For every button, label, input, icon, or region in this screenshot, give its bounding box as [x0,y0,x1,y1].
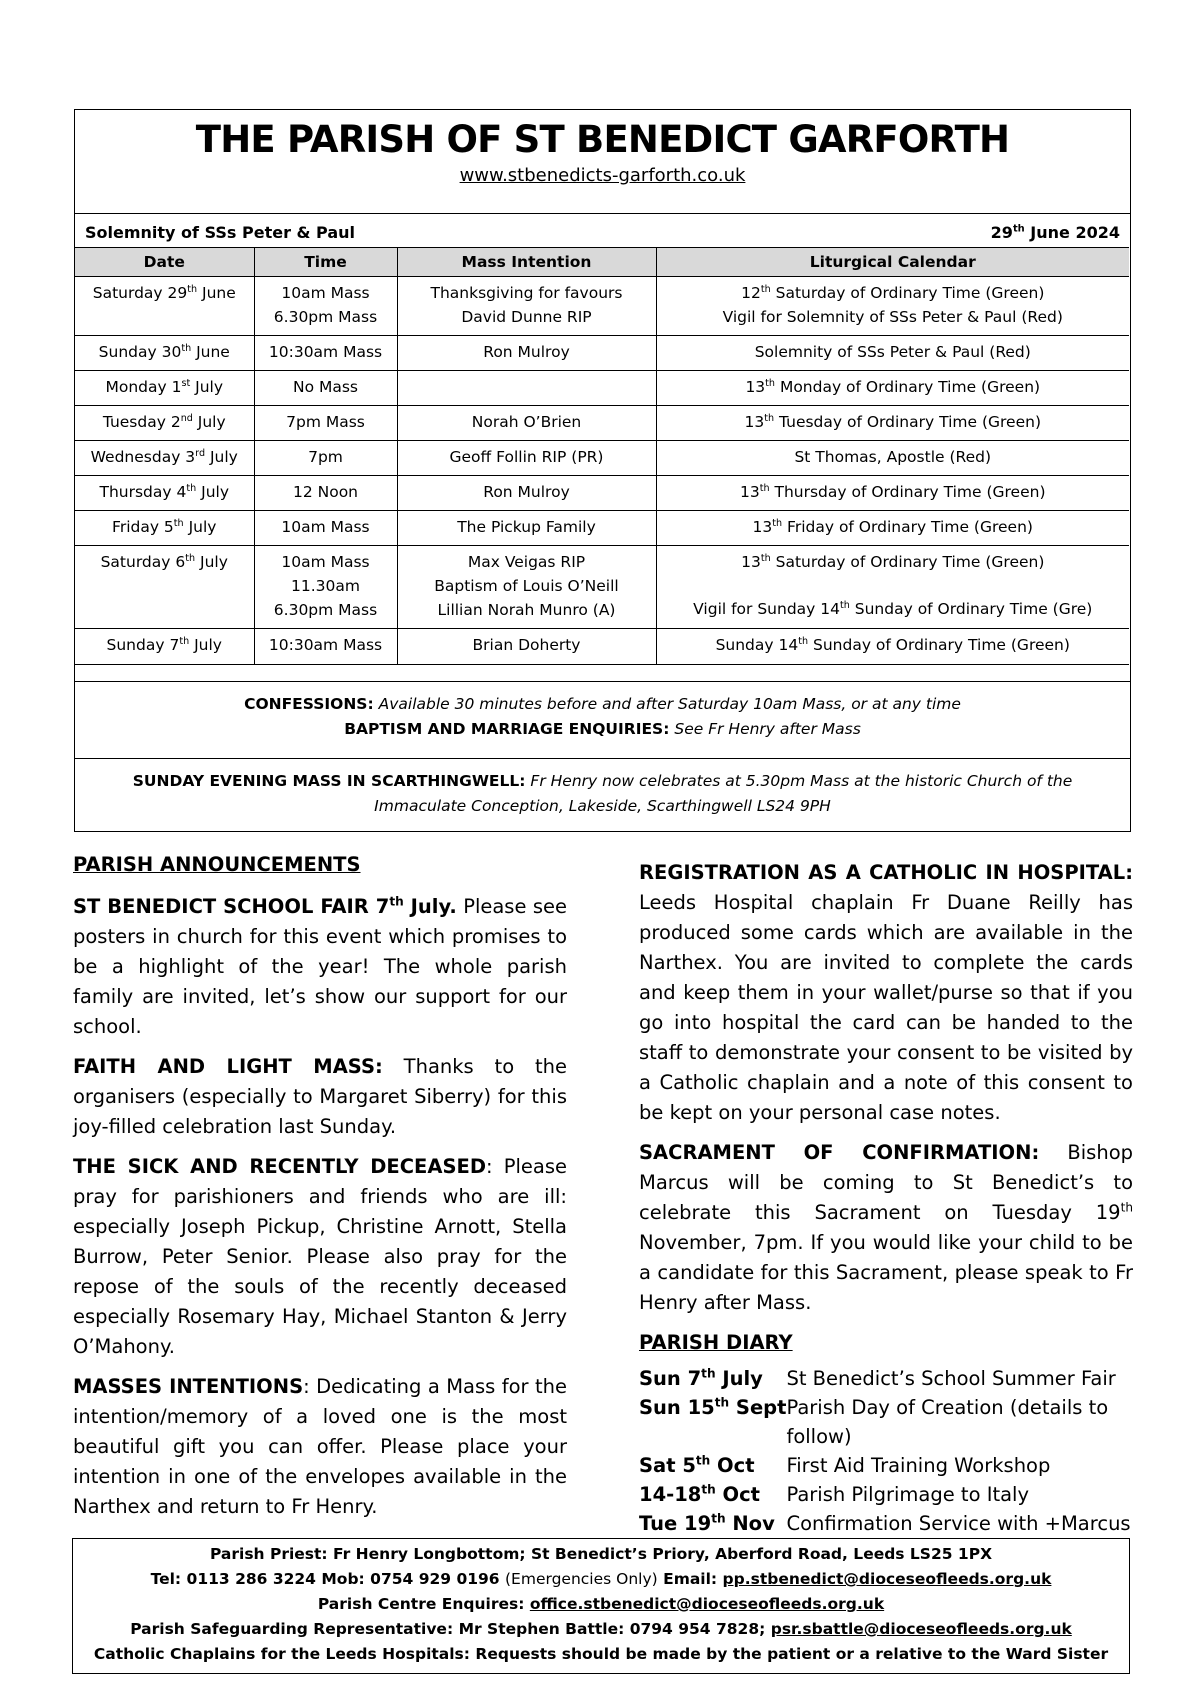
priest-line: Parish Priest: Fr Henry Longbottom; St Benedict’s Priory, Aberford Road, Leeds LS25 1PX [209,1545,993,1563]
confessions-notice [75,681,1130,759]
school-fair-notice: ST BENEDICT SCHOOL FAIR 7th July. Please see posters in church for this event which promises to be a highlight of the year! The whole parish family are invited, let’s show our support for our school. [73,894,567,1038]
time-cell: 10:30am Mass [254,336,397,371]
intention-cell: Norah O’Brien [397,406,656,441]
diary-entry [639,1393,1133,1451]
safeguarding-line: Parish Safeguarding Representative: Mr Stephen Battle: 0794 954 7828; psr.sbattle@dioceseofleeds.org.uk [130,1620,1072,1638]
calendar-cell: 13th Saturday of Ordinary Time (Green) Vigil for Sunday 14th Sunday of Ordinary Time (Gre) [656,546,1129,629]
sick-deceased-notice: THE SICK AND RECENTLY DECEASED: Please pray for parishioners and friends who are ill: especially Joseph Pickup, Christine Arnott, Stella Burrow, Peter Senior. Please also pray for the repose of the souls of the recently deceased especially Rosemary Hay, Michael Stanton & Jerry O’Mahony. [73,1155,567,1358]
confessions-text: Available 30 minutes before and after Saturday 10am Mass, or at any time [378,695,961,713]
intention-cell [397,371,656,406]
divider [75,213,1130,214]
intention-cell: The Pickup Family [397,511,656,546]
website-link[interactable]: www.stbenedicts-garforth.co.uk [459,165,746,186]
date-cell: Wednesday 3rd July [75,441,254,476]
table-row [75,629,1129,665]
calendar-cell: 12th Saturday of Ordinary Time (Green) Vigil for Solemnity of SSs Peter & Paul (Red) [656,277,1129,336]
column-header-date: Date [75,248,254,277]
diary-entry [639,1480,1133,1509]
time-cell: 7pm Mass [254,406,397,441]
column-header-intention: Mass Intention [397,248,656,277]
parish-title: THE PARISH OF ST BENEDICT GARFORTH [195,118,1010,161]
centre-email-link[interactable]: office.stbenedict@dioceseofleeds.org.uk [529,1595,885,1613]
intention-cell: Ron Mulroy [397,476,656,511]
table-row [75,511,1129,546]
baptism-text: See Fr Henry after Mass [674,720,861,738]
diary-entry [639,1509,1133,1538]
time-cell: 10:30am Mass [254,629,397,665]
evening-mass-notice [75,758,1130,831]
diary-entry [639,1451,1133,1480]
chaplains-line: Catholic Chaplains for the Leeds Hospitals: Requests should be made by the patient or a relative to the Ward Sister [93,1645,1109,1663]
announcements-column [73,850,567,1532]
time-cell: 10am Mass 11.30am 6.30pm Mass [254,546,397,629]
mass-schedule-table [75,247,1129,665]
column-header-calendar: Liturgical Calendar [656,248,1129,277]
calendar-cell: St Thomas, Apostle (Red) [656,441,1129,476]
confirmation-notice: SACRAMENT OF CONFIRMATION: Bishop Marcus will be coming to St Benedict’s to celebrate this Sacrament on Tuesday 19th November, 7pm. If you would like your child to be a candidate for this Sacrament, please speak to Fr Henry after Mass. [639,1141,1133,1314]
diary-date: 14-18th Oct [639,1482,760,1506]
time-cell: 12 Noon [254,476,397,511]
parish-diary [639,1364,1133,1538]
confessions-label: CONFESSIONS: [244,695,374,713]
contact-footer [72,1538,1130,1674]
table-header-row [75,248,1129,277]
diary-date: Tue 19th Nov [639,1511,775,1535]
evening-mass-label: SUNDAY EVENING MASS IN SCARTHINGWELL: [132,772,526,790]
table-row [75,476,1129,511]
intention-cell: Ron Mulroy [397,336,656,371]
diary-event: St Benedict’s School Summer Fair [786,1367,1116,1390]
date-cell: Saturday 29th June [75,277,254,336]
diary-event: Parish Pilgrimage to Italy [786,1483,1030,1506]
intention-cell: Brian Doherty [397,629,656,665]
time-cell: 10am Mass 6.30pm Mass [254,277,397,336]
diary-event: Parish Day of Creation (details to follow) [786,1396,1109,1448]
baptism-label: BAPTISM AND MARRIAGE ENQUIRIES: [344,720,670,738]
calendar-cell: 13th Thursday of Ordinary Time (Green) [656,476,1129,511]
evening-mass-text: Fr Henry now celebrates at 5.30pm Mass at the historic Church of the [530,772,1073,790]
diary-date: Sun 15th Sept [639,1395,787,1419]
column-header-time: Time [254,248,397,277]
table-row [75,336,1129,371]
safeguarding-email-link[interactable]: psr.sbattle@dioceseofleeds.org.uk [770,1620,1072,1638]
feast-title: Solemnity of SSs Peter & Paul [85,223,356,242]
diary-date: Sat 5th Oct [639,1453,755,1477]
calendar-cell: Sunday 14th Sunday of Ordinary Time (Green) [656,629,1129,665]
priest-email-link[interactable]: pp.stbenedict@dioceseofleeds.org.uk [722,1570,1052,1588]
hospital-registration-notice: REGISTRATION AS A CATHOLIC IN HOSPITAL: Leeds Hospital chaplain Fr Duane Reilly has produced some cards which are available in the Narthex. You are invited to complete the cards and keep them in your wallet/purse so that if you go into hospital the card can be handed to the staff to demonstrate your consent to be visited by a Catholic chaplain and a note of this consent to be kept on your personal case notes. [639,861,1133,1124]
date-cell: Friday 5th July [75,511,254,546]
diary-heading: PARISH DIARY [639,1331,793,1354]
diary-event: First Aid Training Workshop [786,1454,1051,1477]
time-cell: 10am Mass [254,511,397,546]
calendar-cell: 13th Monday of Ordinary Time (Green) [656,371,1129,406]
phone-line: Tel: 0113 286 3224 Mob: 0754 929 0196 (Emergencies Only) Email: pp.stbenedict@dioceseofleeds.org.uk [150,1570,1052,1588]
faith-light-notice: FAITH AND LIGHT MASS: Thanks to the organisers (especially to Margaret Siberry) for this joy-filled celebration last Sunday. [73,1055,567,1138]
table-row [75,441,1129,476]
right-column [639,858,1133,1538]
date-cell: Sunday 30th June [75,336,254,371]
evening-mass-location: Immaculate Conception, Lakeside, Scarthingwell LS24 9PH [374,797,831,815]
header-box [74,109,1131,832]
bulletin-date: 29th June 2024 [990,223,1120,242]
date-cell: Monday 1st July [75,371,254,406]
date-cell: Sunday 7th July [75,629,254,665]
intention-cell: Thanksgiving for favours David Dunne RIP [397,277,656,336]
intention-cell: Max Veigas RIP Baptism of Louis O’Neill Lillian Norah Munro (A) [397,546,656,629]
intention-cell: Geoff Follin RIP (PR) [397,441,656,476]
table-row [75,371,1129,406]
time-cell: 7pm [254,441,397,476]
centre-line: Parish Centre Enquires: office.stbenedict@dioceseofleeds.org.uk [317,1595,885,1613]
mass-intentions-notice: MASSES INTENTIONS: Dedicating a Mass for the intention/memory of a loved one is the most beautiful gift you can offer. Please place your intention in one of the envelopes available in the Narthex and return to Fr Henry. [73,1375,567,1518]
table-row [75,546,1129,629]
calendar-cell: 13th Friday of Ordinary Time (Green) [656,511,1129,546]
diary-entry [639,1364,1133,1393]
date-cell: Saturday 6th July [75,546,254,629]
diary-event: Confirmation Service with +Marcus [786,1512,1131,1535]
table-row [75,406,1129,441]
announcements-heading: PARISH ANNOUNCEMENTS [73,853,361,876]
diary-date: Sun 7th July [639,1366,763,1390]
table-row [75,277,1129,336]
calendar-cell: Solemnity of SSs Peter & Paul (Red) [656,336,1129,371]
solemnity-row [75,215,1130,248]
date-cell: Tuesday 2nd July [75,406,254,441]
calendar-cell: 13th Tuesday of Ordinary Time (Green) [656,406,1129,441]
time-cell: No Mass [254,371,397,406]
date-cell: Thursday 4th July [75,476,254,511]
